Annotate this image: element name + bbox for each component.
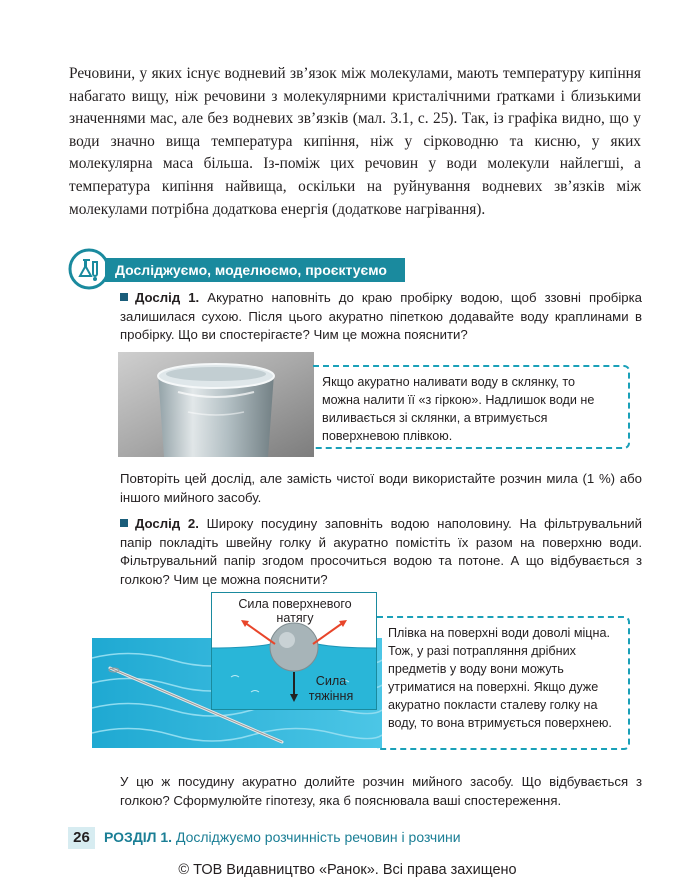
- experiment-1-text: [120, 289, 642, 345]
- bullet-marker: [120, 519, 128, 527]
- chapter-label: РОЗДІЛ 1.: [104, 829, 173, 845]
- experiment-2-body: Широку посудину заповніть водою наполовину. На фільтрувальний папір покладіть швейну голку й акуратно помістіть їх разом на поверхню води. Фільтрувальний папір згодом просочиться водою та потоне. А що відбувається з голкою? Чим це можна пояснити?: [120, 516, 642, 587]
- repeat-text: Повторіть цей дослід, але замість чистої води використайте розчин мила (1 %) або іншого мийного засобу.: [120, 471, 642, 505]
- intro-paragraph: Речовини, у яких існує водневий зв’язок між молекулами, мають температуру кипіння набагато вищу, ніж речовини з молекулярними кристалічними ґратками і близькими значеннями мас, але без водневих зв’язків (мал. 3.1, с. 25). Так, із графіка видно, що у води значно вища температура кипіння, ніж у сірководню та кисню, у яких молекулярна маса більша. Із-поміж цих речовин у води молекули найлегші, а температура кипіння найвища, оскільки на руйнування водневих зв’язків між молекулами потрібна додаткова енергія (додаткове нагрівання).: [69, 65, 641, 218]
- note-2-text: Плівка на поверхні води доволі міцна. Тож, у разі потрапляння дрібних предметів у воду вони можуть утриматися на поверхні. Якщо дуже акуратно покласти сталеву голку на воду, то вона втримується поверхнею.: [388, 626, 612, 730]
- experiment-2-label: Дослід 2.: [135, 516, 199, 531]
- bullet-marker: [120, 293, 128, 301]
- page-number: 26: [68, 827, 95, 849]
- label-surface-tension: Сила поверхневого натягу: [238, 597, 352, 625]
- chapter-title: Досліджуємо розчинність речовин і розчини: [172, 829, 461, 845]
- note-1-text: Якщо акуратно наливати воду в склянку, то можна налити її «з гіркою». Надлишок води не виливається зі склянки, а втримується поверхневою плівкою.: [322, 375, 595, 443]
- glass-photo: [118, 352, 314, 457]
- experiment-2-text: [120, 515, 642, 589]
- label-gravity: Сила тяжіння: [308, 674, 354, 703]
- experiment-1-body: Акуратно наповніть до краю пробірку водою, щоб ззовні пробірка залишилася сухою. Після цього акуратно піпеткою додавайте воду краплинами в пробірку. Що ви спостерігаєте? Чим це можна пояснити?: [120, 290, 642, 343]
- copyright-notice: © ТОВ Видавництво «Ранок». Всі права захищено: [178, 862, 517, 878]
- section-title: Досліджуємо, моделюємо, проєктуємо: [105, 258, 405, 282]
- experiment-1-label: Дослід 1.: [135, 290, 200, 305]
- lab-flask-icon: [68, 248, 110, 290]
- chapter-footer: [104, 829, 461, 845]
- final-text: У цю ж посудину акуратно долийте розчин мийного засобу. Що відбувається з голкою? Сформулюйте гіпотезу, яка б пояснювала ваші спостереження.: [120, 774, 642, 808]
